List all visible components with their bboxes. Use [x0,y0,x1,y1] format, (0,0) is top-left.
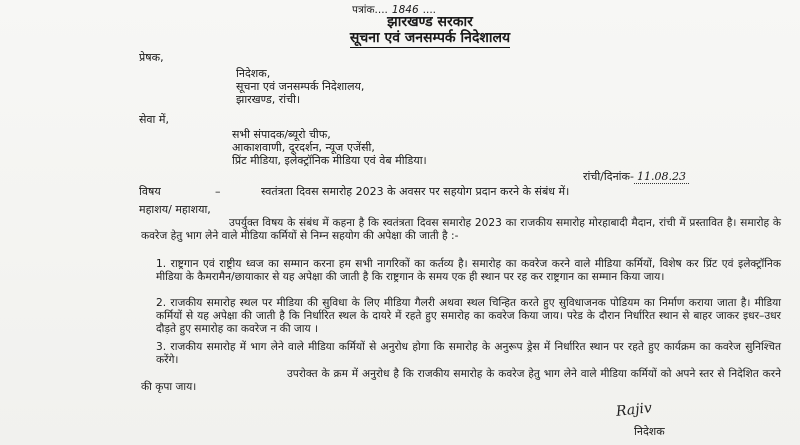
recipient-line: सभी संपादक/ब्यूरो चीफ, [232,128,331,141]
signature: Rajiv [615,400,653,420]
date-value: 11.08.23 [634,170,689,184]
subject-label: विषय [139,185,161,198]
sender-label: प्रेषक, [139,51,164,64]
subject-text: स्वतंत्रता दिवस समारोह 2023 के अवसर पर सहयोग प्रदान करने के संबंध में। [261,185,570,198]
body-point-3: 3. राजकीय समारोह में भाग लेने वाले मीडिया कर्मियों से अनुरोध होगा कि समारोह के अनुरूप ड्रेस में निर्धारित स्थान पर रहते हुए कार्यक्रम का कवरेज सुनिश्चित करेंगे। [156,341,781,366]
sender-line: निदेशक, [236,67,271,80]
closing-paragraph: उपरोक्त के क्रम में अनुरोध है कि राजकीय समारोह के कवरेज हेतु भाग लेने वाले मीडिया कर्मियों को अपने स्तर से निदेशित करने की कृपा जाय। [141,368,781,393]
salutation: महाशय/ महाशया, [139,203,211,216]
body-point-2: 2. राजकीय समारोह स्थल पर मीडिया की सुविधा के लिए मीडिया गैलरी अथवा स्थल चिन्हित करते हुए सुविधाजनक पोडियम का निर्माण कराया जाता है। मीडिया कर्मियों से यह अपेक्षा की जाती है कि निर्धारित स्थल के दायरे में रहते हुए समारोह का कवरेज किया जाय। परेड के दौरान निर्धारित स्थान से बाहर जाकर इधर–उधर दौड़ते हुए समारोह का कवरेज न की जाय । [156,297,781,335]
patrank-label: पत्रांक [352,4,375,16]
recipient-line: आकाशवाणी, दूरदर्शन, न्यूज एजेंसी, [232,141,375,154]
department-title [0,32,800,45]
department-title-text: सूचना एवं जनसम्पर्क निदेशालय [349,30,511,46]
government-title: झारखण्ड सरकार [387,14,473,30]
date-line [583,170,689,183]
patrank-value: 1846 [388,4,423,18]
recipient-line: प्रिंट मीडिया, इलेक्ट्रॉनिक मीडिया एवं वेब मीडिया। [232,154,427,167]
patrank: पत्रांक.... 1846 .... [352,4,436,16]
date-label: रांची/दिनांक- [583,170,634,183]
sender-line: झारखण्ड, रांची। [236,93,301,106]
signatory-role: निदेशक [634,425,665,438]
subject-dash: – [215,185,221,198]
body-paragraph: उपर्युक्त विषय के संबंध में कहना है कि स्वतंत्रता दिवस समारोह 2023 का राजकीय समारोह मोरहाबादी मैदान, रांची में प्रस्तावित है। समारोह के कवरेज हेतु भाग लेने वाले मीडिया कर्मियों से निम्न सहयोग की अपेक्षा की जाती है :- [141,217,781,242]
body-point-1: 1. राष्ट्रगान एवं राष्ट्रीय ध्वज का सम्मान करना हम सभी नागरिकों का कर्तव्य है। समारोह का कवरेज करने वाले मीडिया कर्मियों, विशेष कर प्रिंट एवं इलेक्ट्रॉनिक मीडिया के कैमरामैन/छायाकार से यह अपेक्षा की जाती है कि राष्ट्रगान के समय एक ही स्थान पर रह कर राष्ट्रगान का सम्मान किया जाय। [156,258,781,283]
sender-line: सूचना एवं जनसम्पर्क निदेशालय, [236,80,365,93]
recipient-label: सेवा में, [139,113,169,126]
